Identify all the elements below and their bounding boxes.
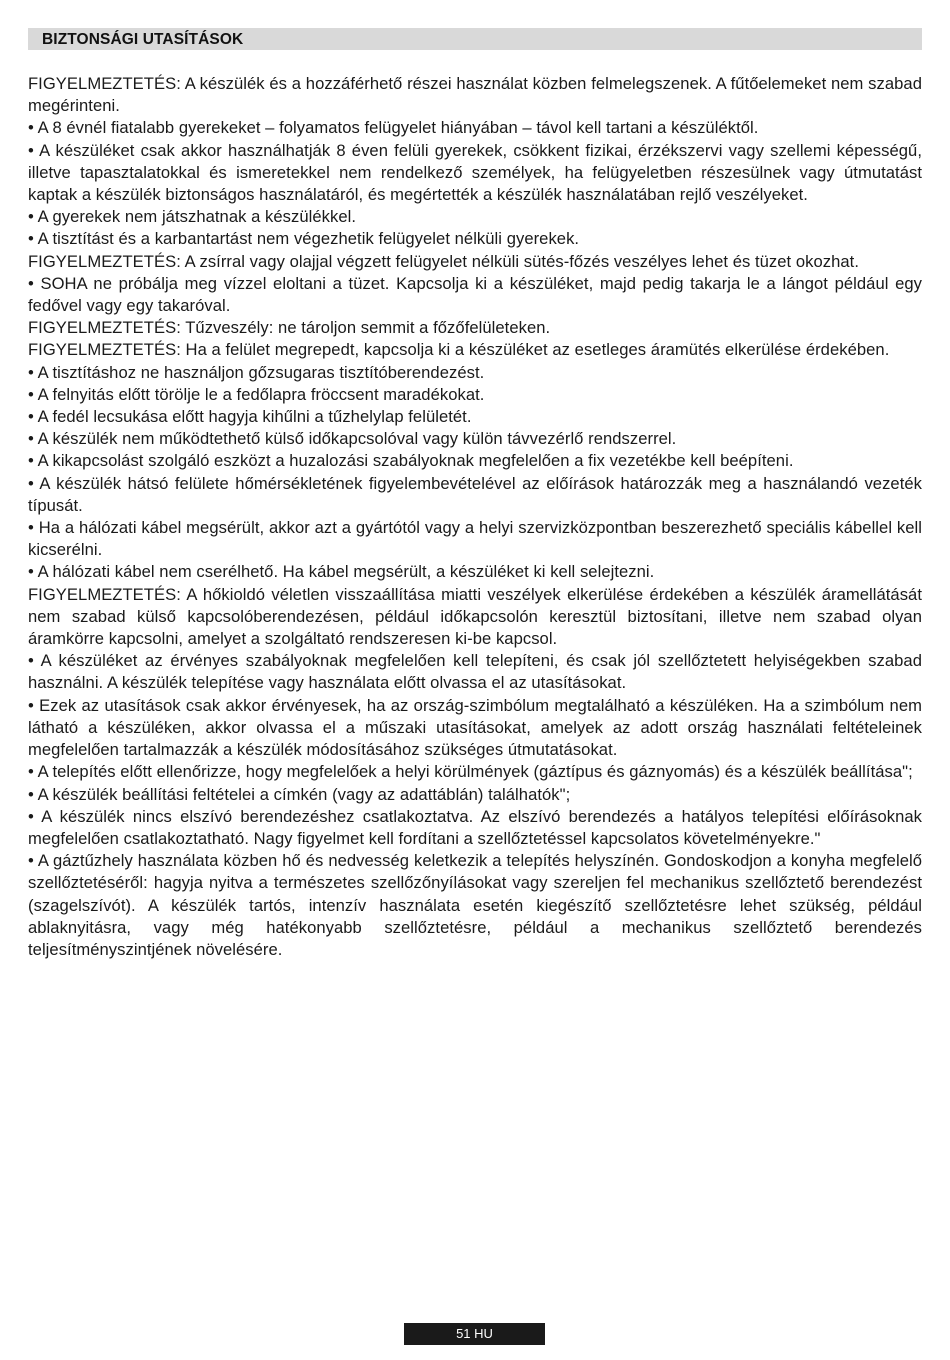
paragraph-damaged-cable-replace: • Ha a hálózati kábel megsérült, akkor azt a gyártótól vagy a helyi szervizközpontban beszerezhető speciális kábellel kell kicserélni. <box>28 518 922 560</box>
section-header-bar <box>28 28 922 50</box>
paragraph-warning-fire-hazard: FIGYELMEZTETÉS: Tűzveszély: ne tároljon semmit a főzőfelületeken. <box>28 318 551 338</box>
paragraph-cleaning-children: • A tisztítást és a karbantartást nem végezhetik felügyelet nélküli gyerekek. <box>28 229 580 249</box>
paragraph-settings-label: • A készülék beállítási feltételei a címkén (vagy az adattáblán) találhatók"; <box>28 784 571 804</box>
paragraph-lid-cool: • A fedél lecsukása előtt hagyja kihűlni a tűzhelylap felületét. <box>28 407 472 427</box>
paragraph-country-symbol: • Ezek az utasítások csak akkor érvényesek, ha az ország-szimbólum megtalálható a készüléken. Ha a szimbólum nem látható a készüléken, akkor olvassa el a műszaki utasításokat, amelyek az adott ország használati feltételeinek megfelelően tartalmazzák a készülék módosításához szükséges útmutatásokat. <box>28 695 922 760</box>
paragraph-warning-cracked-surface: FIGYELMEZTETÉS: Ha a felület megrepedt, kapcsolja ki a készüléket az esetleges áramütés elkerülése érdekében. <box>28 340 890 360</box>
instructions-body <box>28 73 922 961</box>
paragraph-children-over-8: • A készüléket csak akkor használhatják 8 éven felüli gyerekek, csökkent fizikai, érzékszervi vagy szellemi képességű, illetve tapasztalatokkal és ismeretekkel nem rendelkező személyek, ha felügyeletben részesülnek vagy útmutatást kaptak a készülék biztonságos használatáról, és megértették a készülék használatában rejlő veszélyeket. <box>28 140 922 205</box>
paragraph-wipe-lid: • A felnyitás előtt törölje le a fedőlapra fröccsent maradékokat. <box>28 384 485 404</box>
paragraph-children-play: • A gyerekek nem játszhatnak a készülékkel. <box>28 207 357 227</box>
paragraph-installation-rules: • A készüléket az érvényes szabályoknak megfelelően kell telepíteni, és csak jól szellőztetett helyiségekben szabad használni. A készülék telepítése vagy használata előtt olvassa el az utasításokat. <box>28 651 922 693</box>
paragraph-never-water: • SOHA ne próbálja meg vízzel eloltani a tüzet. Kapcsolja ki a készüléket, majd pedig takarja le a lángot például egy fedővel vagy egy takaróval. <box>28 273 922 316</box>
page-number-box <box>404 1323 545 1345</box>
paragraph-cable-type: • A készülék hátsó felülete hőmérsékletének figyelembevételével az előírások határozzák meg a használandó vezeték típusát. <box>28 473 922 515</box>
paragraph-no-timer: • A készülék nem működtethető külső időkapcsolóval vagy külön távvezérlő rendszerrel. <box>28 429 677 449</box>
paragraph-ventilation: • A gáztűzhely használata közben hő és nedvesség keletkezik a telepítés helyszínén. Gondoskodjon a konyha megfelelő szellőztetéséről: hagyja nyitva a természetes szellőzőnyílásokat vagy szereljen fel mechanikus szellőztető berendezést (szagelszívót). A készülék tartós, intenzív használata esetén kiegészítő szellőztetésre lehet szükség, például ablaknyitásra, vagy még hatékonyabb szellőztetésre, például a mechanikus szellőztető berendezés teljesítményszintjének növelésére. <box>28 851 922 959</box>
section-title: BIZTONSÁGI UTASÍTÁSOK <box>42 31 244 48</box>
paragraph-check-local-conditions: • A telepítés előtt ellenőrizze, hogy megfelelőek a helyi körülmények (gáztípus és gáznyomás) és a készülék beállítása"; <box>28 762 913 782</box>
paragraph-children-under-8: • A 8 évnél fiatalabb gyerekeket – folyamatos felügyelet hiányában – távol kell tartani a készüléktől. <box>28 118 759 138</box>
paragraph-disconnect-means: • A kikapcsolást szolgáló eszközt a huzalozási szabályoknak megfelelően a fix vezetékbe kell beépíteni. <box>28 451 794 471</box>
paragraph-warning-hot-surfaces: FIGYELMEZTETÉS: A készülék és a hozzáférhető részei használat közben felmelegszenek. A fűtőelemeket nem szabad megérinteni. <box>28 74 922 116</box>
paragraph-warning-thermal-cutout: FIGYELMEZTETÉS: A hőkioldó véletlen visszaállítása miatti veszélyek elkerülése érdekében a készülék áramellátását nem szabad külső kapcsolóberendezésen, például időkapcsolón keresztül biztosítani, illetve nem szabad olyan áramkörre kapcsolni, amelyet a szolgáltató rendszeresen ki-be kapcsol. <box>28 584 922 649</box>
paragraph-warning-fat-oil: FIGYELMEZTETÉS: A zsírral vagy olajjal végzett felügyelet nélküli sütés-főzés veszélyes lehet és tüzet okozhat. <box>28 251 859 271</box>
paragraph-extraction-device: • A készülék nincs elszívó berendezéshez csatlakoztatva. Az elszívó berendezés a hatályos telepítési előírásoknak megfelelően csatlakoztatható. Nagy figyelmet kell fordítani a szellőztetéssel kapcsolatos követelményekre." <box>28 806 922 848</box>
paragraph-cable-not-replaceable: • A hálózati kábel nem cserélhető. Ha kábel megsérült, a készüléket ki kell selejtezni. <box>28 562 655 582</box>
paragraph-no-steam-cleaner: • A tisztításhoz ne használjon gőzsugaras tisztítóberendezést. <box>28 362 485 382</box>
page-number: 51 HU <box>456 1326 493 1341</box>
